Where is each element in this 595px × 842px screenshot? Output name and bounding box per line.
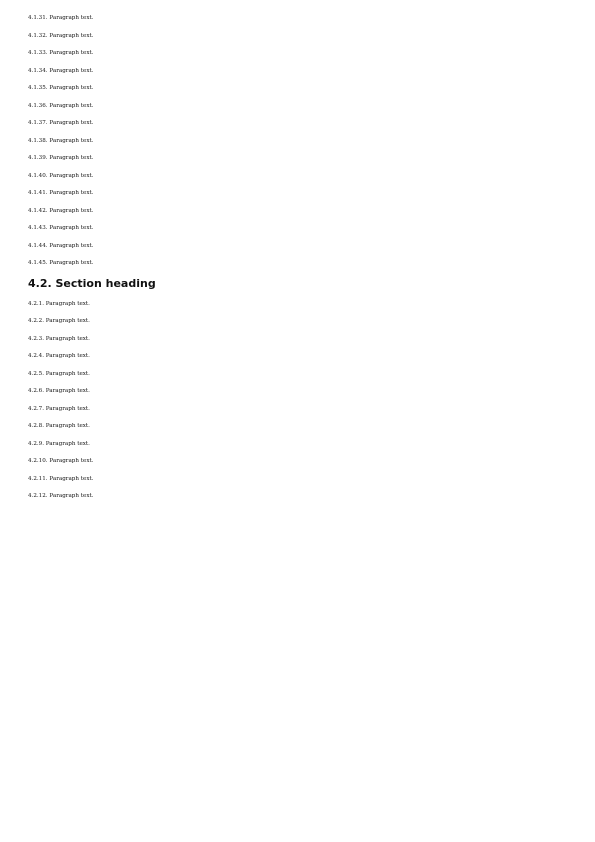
paragraph-4-1-38: 4.1.38. Paragraph text. [28, 137, 94, 144]
section-heading-4-2: 4.2. Section heading [28, 276, 156, 290]
paragraph-4-1-44: 4.1.44. Paragraph text. [28, 242, 94, 249]
section-4-2 [28, 300, 579, 502]
paragraph-4-2-4: 4.2.4. Paragraph text. [28, 353, 90, 359]
paragraph-4-2-1: 4.2.1. Paragraph text. [28, 300, 90, 307]
paragraph-4-1-43: 4.1.43. Paragraph text. [28, 225, 94, 231]
paragraph-4-1-41: 4.1.41. Paragraph text. [28, 190, 94, 196]
paragraph-4-1-42: 4.1.42. Paragraph text. [28, 207, 94, 214]
paragraph-4-2-3: 4.2.3. Paragraph text. [28, 335, 90, 342]
paragraph-4-1-34: 4.1.34. Paragraph text. [28, 67, 94, 74]
paragraph-4-1-40: 4.1.40. Paragraph text. [28, 172, 94, 179]
paragraph-4-2-9: 4.2.9. Paragraph text. [28, 440, 90, 447]
paragraph-4-2-2: 4.2.2. Paragraph text. [28, 318, 90, 324]
paragraph-4-1-39: 4.1.39. Paragraph text. [28, 155, 94, 161]
paragraph-4-2-5: 4.2.5. Paragraph text. [28, 370, 90, 377]
section-4-1 [28, 14, 579, 268]
paragraph-4-2-8: 4.2.8. Paragraph text. [28, 423, 90, 429]
paragraph-4-2-10: 4.2.10. Paragraph text. [28, 458, 94, 464]
paragraph-4-2-12: 4.2.12. Paragraph text. [28, 493, 94, 499]
paragraph-4-1-45: 4.1.45. Paragraph text. [28, 260, 94, 266]
paragraph-4-1-33: 4.1.33. Paragraph text. [28, 50, 94, 56]
paragraph-4-2-11: 4.2.11. Paragraph text. [28, 475, 94, 482]
paragraph-4-1-37: 4.1.37. Paragraph text. [28, 120, 94, 126]
paragraph-4-2-6: 4.2.6. Paragraph text. [28, 388, 90, 394]
paragraph-4-1-31: 4.1.31. Paragraph text. [28, 15, 94, 21]
paragraph-4-1-35: 4.1.35. Paragraph text. [28, 85, 94, 91]
paragraph-4-2-7: 4.2.7. Paragraph text. [28, 405, 90, 412]
paragraph-4-1-32: 4.1.32. Paragraph text. [28, 32, 94, 39]
paragraph-4-1-36: 4.1.36. Paragraph text. [28, 102, 94, 109]
